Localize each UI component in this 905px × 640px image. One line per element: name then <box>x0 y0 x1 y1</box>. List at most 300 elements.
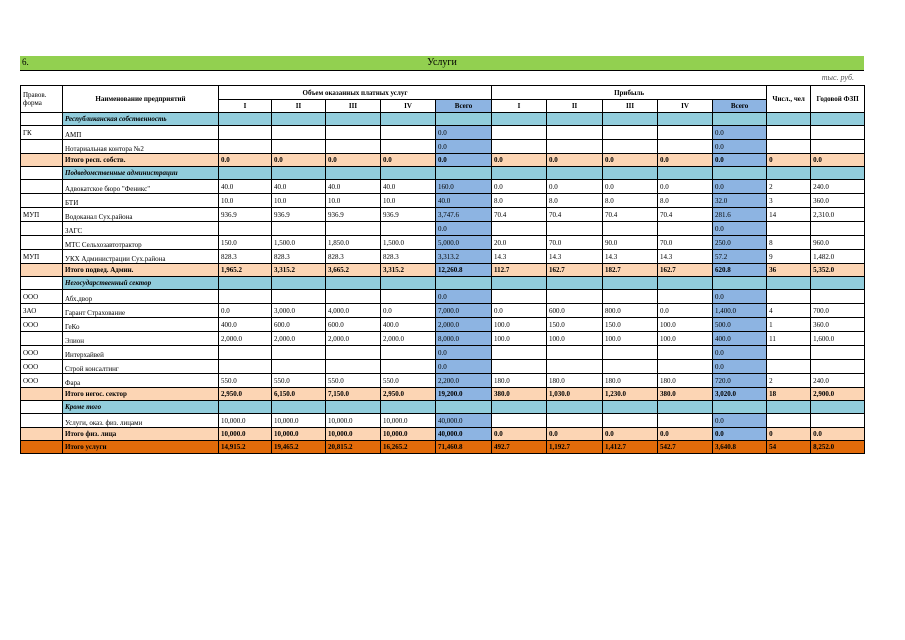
volume-q3-cell: 40.0 <box>326 180 381 194</box>
section-fill-cell <box>767 167 811 180</box>
profit-total-cell: 0.0 <box>713 346 767 360</box>
profit-total-cell: 0.0 <box>713 126 767 140</box>
profit-q3-cell <box>603 290 658 304</box>
profit-q2-cell: 100.0 <box>547 332 603 346</box>
form-cell <box>21 222 63 236</box>
payroll-cell <box>811 346 865 360</box>
volume-q4-cell: 2,000.0 <box>381 332 436 346</box>
profit-total-cell: 0.0 <box>713 428 767 441</box>
profit-q1-cell <box>492 126 547 140</box>
volume-q1-cell: 1,965.2 <box>219 264 272 277</box>
company-name-cell: Итого респ. собств. <box>63 154 219 167</box>
employees-cell: 14 <box>767 208 811 222</box>
header-profit-q3: III <box>603 100 658 113</box>
form-cell <box>21 428 63 441</box>
profit-q3-cell: 90.0 <box>603 236 658 250</box>
volume-total-cell: 0.0 <box>436 290 492 304</box>
employees-cell <box>767 360 811 374</box>
profit-q2-cell: 1,192.7 <box>547 441 603 454</box>
section-fill-cell <box>381 167 436 180</box>
company-name-cell: Нотариальная контора №2 <box>63 140 219 154</box>
employees-cell: 2 <box>767 180 811 194</box>
volume-q1-cell <box>219 140 272 154</box>
volume-q2-cell: 3,000.0 <box>272 304 326 318</box>
profit-q1-cell: 492.7 <box>492 441 547 454</box>
volume-q1-cell: 828.3 <box>219 250 272 264</box>
section-fill-cell <box>713 277 767 290</box>
payroll-cell <box>811 222 865 236</box>
volume-q1-cell: 10,000.0 <box>219 428 272 441</box>
table-row <box>21 332 865 346</box>
company-name-cell: Водоканал Сух.района <box>63 208 219 222</box>
company-name-cell: УКХ Администрации Сух.района <box>63 250 219 264</box>
profit-q3-cell <box>603 140 658 154</box>
volume-total-cell: 0.0 <box>436 346 492 360</box>
units-label: тыс. руб. <box>821 73 854 82</box>
section-row <box>21 113 865 126</box>
volume-total-cell: 40,000.0 <box>436 428 492 441</box>
volume-q3-cell: 2,000.0 <box>326 332 381 346</box>
payroll-cell <box>811 360 865 374</box>
profit-q3-cell: 1,230.0 <box>603 388 658 401</box>
section-fill-cell <box>767 401 811 414</box>
profit-total-cell: 3,020.0 <box>713 388 767 401</box>
volume-q2-cell: 40.0 <box>272 180 326 194</box>
profit-q1-cell <box>492 360 547 374</box>
profit-q2-cell <box>547 126 603 140</box>
form-cell <box>21 264 63 277</box>
profit-q4-cell: 0.0 <box>658 304 713 318</box>
table-row <box>21 374 865 388</box>
table-row <box>21 318 865 332</box>
volume-q3-cell: 828.3 <box>326 250 381 264</box>
section-fill-cell <box>381 401 436 414</box>
volume-q4-cell: 828.3 <box>381 250 436 264</box>
employees-cell: 0 <box>767 428 811 441</box>
section-fill-cell <box>219 113 272 126</box>
section-fill-cell <box>272 167 326 180</box>
header-employees: Числ., чел <box>767 86 811 113</box>
section-fill-cell <box>658 401 713 414</box>
profit-total-cell: 400.0 <box>713 332 767 346</box>
profit-total-cell: 57.2 <box>713 250 767 264</box>
company-name-cell: Фара <box>63 374 219 388</box>
section-title-bar <box>20 56 864 71</box>
section-fill-cell <box>547 277 603 290</box>
profit-total-cell: 1,400.0 <box>713 304 767 318</box>
volume-q2-cell: 936.9 <box>272 208 326 222</box>
profit-q2-cell: 14.3 <box>547 250 603 264</box>
profit-q1-cell: 0.0 <box>492 428 547 441</box>
profit-q1-cell: 380.0 <box>492 388 547 401</box>
volume-total-cell: 40.0 <box>436 194 492 208</box>
section-number: 6. <box>22 57 29 67</box>
volume-q3-cell: 550.0 <box>326 374 381 388</box>
section-fill-cell <box>219 167 272 180</box>
section-fill-cell <box>219 401 272 414</box>
volume-q4-cell: 936.9 <box>381 208 436 222</box>
volume-q4-cell: 3,315.2 <box>381 264 436 277</box>
profit-q4-cell <box>658 414 713 428</box>
profit-q3-cell <box>603 346 658 360</box>
form-cell <box>21 194 63 208</box>
employees-cell: 54 <box>767 441 811 454</box>
volume-q1-cell: 936.9 <box>219 208 272 222</box>
profit-total-cell: 500.0 <box>713 318 767 332</box>
section-fill-cell <box>272 113 326 126</box>
profit-total-cell: 3,640.8 <box>713 441 767 454</box>
section-fill-cell <box>658 113 713 126</box>
profit-q1-cell: 0.0 <box>492 180 547 194</box>
payroll-cell <box>811 140 865 154</box>
section-fill-cell <box>713 401 767 414</box>
section-fill-cell <box>713 113 767 126</box>
subtotal-row <box>21 154 865 167</box>
company-name-cell: ГеКо <box>63 318 219 332</box>
company-name-cell: Итого услуги <box>63 441 219 454</box>
section-label: Подведомственные администрации <box>63 167 219 180</box>
volume-q1-cell: 550.0 <box>219 374 272 388</box>
payroll-cell: 0.0 <box>811 428 865 441</box>
profit-q4-cell: 14.3 <box>658 250 713 264</box>
section-fill-cell <box>272 277 326 290</box>
table-row <box>21 304 865 318</box>
section-fill-cell <box>219 277 272 290</box>
section-fill-cell <box>603 113 658 126</box>
form-cell <box>21 236 63 250</box>
employees-cell <box>767 140 811 154</box>
spreadsheet <box>20 56 864 454</box>
company-name-cell: Итого негос. сектор <box>63 388 219 401</box>
grand-total-row <box>21 441 865 454</box>
volume-q4-cell: 400.0 <box>381 318 436 332</box>
company-name-cell: Строй консалтинг <box>63 360 219 374</box>
profit-total-cell: 0.0 <box>713 154 767 167</box>
volume-total-cell: 7,000.0 <box>436 304 492 318</box>
volume-q3-cell <box>326 140 381 154</box>
section-fill-cell <box>492 113 547 126</box>
section-fill-cell <box>547 167 603 180</box>
profit-q2-cell <box>547 290 603 304</box>
form-cell: МУП <box>21 250 63 264</box>
volume-q1-cell: 0.0 <box>219 304 272 318</box>
profit-q4-cell: 542.7 <box>658 441 713 454</box>
volume-q2-cell: 2,000.0 <box>272 332 326 346</box>
section-fill-cell <box>326 401 381 414</box>
profit-q4-cell: 100.0 <box>658 332 713 346</box>
volume-q1-cell: 2,950.0 <box>219 388 272 401</box>
section-fill-cell <box>326 167 381 180</box>
profit-q3-cell: 8.0 <box>603 194 658 208</box>
section-fill-cell <box>811 277 865 290</box>
volume-q1-cell <box>219 346 272 360</box>
form-cell: ООО <box>21 374 63 388</box>
services-table <box>20 85 865 454</box>
volume-q2-cell: 6,150.0 <box>272 388 326 401</box>
employees-cell: 8 <box>767 236 811 250</box>
header-profit-q1: I <box>492 100 547 113</box>
volume-total-cell: 8,000.0 <box>436 332 492 346</box>
profit-total-cell: 0.0 <box>713 360 767 374</box>
header-payroll: Годовой ФЗП <box>811 86 865 113</box>
profit-q1-cell <box>492 414 547 428</box>
profit-q3-cell: 800.0 <box>603 304 658 318</box>
section-row <box>21 167 865 180</box>
form-cell <box>21 140 63 154</box>
subtotal-row <box>21 388 865 401</box>
volume-q2-cell <box>272 360 326 374</box>
table-row <box>21 346 865 360</box>
volume-total-cell: 40,000.0 <box>436 414 492 428</box>
form-cell: ООО <box>21 360 63 374</box>
section-fill-cell <box>436 401 492 414</box>
payroll-cell: 960.0 <box>811 236 865 250</box>
section-row <box>21 277 865 290</box>
table-row <box>21 194 865 208</box>
employees-cell: 4 <box>767 304 811 318</box>
profit-q2-cell: 162.7 <box>547 264 603 277</box>
section-title: Услуги <box>427 57 457 68</box>
volume-q1-cell <box>219 126 272 140</box>
company-name-cell: Гарант Страхование <box>63 304 219 318</box>
volume-q2-cell <box>272 140 326 154</box>
table-row <box>21 360 865 374</box>
table-row <box>21 208 865 222</box>
profit-q1-cell <box>492 222 547 236</box>
section-label: Республиканская собственность <box>63 113 219 126</box>
volume-q4-cell: 2,950.0 <box>381 388 436 401</box>
header-profit-q4: IV <box>658 100 713 113</box>
volume-q4-cell: 10,000.0 <box>381 428 436 441</box>
profit-q3-cell <box>603 414 658 428</box>
table-row <box>21 222 865 236</box>
header-volume-q1: I <box>219 100 272 113</box>
section-fill-cell <box>603 167 658 180</box>
volume-q4-cell <box>381 126 436 140</box>
profit-q2-cell: 600.0 <box>547 304 603 318</box>
profit-q4-cell: 100.0 <box>658 318 713 332</box>
profit-q3-cell: 182.7 <box>603 264 658 277</box>
volume-q4-cell <box>381 222 436 236</box>
profit-q4-cell <box>658 126 713 140</box>
volume-q2-cell: 600.0 <box>272 318 326 332</box>
profit-q3-cell: 1,412.7 <box>603 441 658 454</box>
profit-q2-cell: 8.0 <box>547 194 603 208</box>
header-volume-total: Всего <box>436 100 492 113</box>
volume-total-cell: 2,200.0 <box>436 374 492 388</box>
table-row <box>21 140 865 154</box>
volume-q3-cell: 20,815.2 <box>326 441 381 454</box>
profit-q2-cell: 0.0 <box>547 428 603 441</box>
form-cell: ЗАО <box>21 304 63 318</box>
section-fill-cell <box>658 277 713 290</box>
volume-q4-cell: 10.0 <box>381 194 436 208</box>
volume-q3-cell: 1,850.0 <box>326 236 381 250</box>
form-cell <box>21 414 63 428</box>
profit-q4-cell: 8.0 <box>658 194 713 208</box>
volume-q2-cell: 3,315.2 <box>272 264 326 277</box>
volume-q1-cell: 0.0 <box>219 154 272 167</box>
profit-q4-cell: 180.0 <box>658 374 713 388</box>
volume-q1-cell: 10.0 <box>219 194 272 208</box>
employees-cell <box>767 346 811 360</box>
volume-q2-cell: 1,500.0 <box>272 236 326 250</box>
profit-q4-cell: 0.0 <box>658 154 713 167</box>
company-name-cell: Абх.двор <box>63 290 219 304</box>
company-name-cell: Адвокатское бюро "Феникс" <box>63 180 219 194</box>
volume-q1-cell: 150.0 <box>219 236 272 250</box>
header-volume-q2: II <box>272 100 326 113</box>
volume-q2-cell <box>272 222 326 236</box>
profit-q3-cell <box>603 222 658 236</box>
profit-q1-cell: 100.0 <box>492 332 547 346</box>
table-row <box>21 414 865 428</box>
header-name: Наименование предприятий <box>63 86 219 113</box>
volume-q2-cell <box>272 290 326 304</box>
volume-total-cell: 71,460.8 <box>436 441 492 454</box>
volume-q3-cell <box>326 290 381 304</box>
volume-q3-cell: 10,000.0 <box>326 428 381 441</box>
header-form: Правов. форма <box>21 86 63 113</box>
employees-cell <box>767 126 811 140</box>
company-name-cell: Элион <box>63 332 219 346</box>
section-form-cell <box>21 113 63 126</box>
volume-q4-cell <box>381 346 436 360</box>
profit-q2-cell: 70.4 <box>547 208 603 222</box>
section-form-cell <box>21 167 63 180</box>
profit-total-cell: 0.0 <box>713 222 767 236</box>
section-fill-cell <box>381 113 436 126</box>
profit-q4-cell <box>658 140 713 154</box>
form-cell: ООО <box>21 290 63 304</box>
profit-q4-cell: 0.0 <box>658 428 713 441</box>
volume-q1-cell: 14,915.2 <box>219 441 272 454</box>
volume-q4-cell: 0.0 <box>381 304 436 318</box>
profit-q4-cell: 380.0 <box>658 388 713 401</box>
section-fill-cell <box>767 277 811 290</box>
volume-q3-cell: 10.0 <box>326 194 381 208</box>
volume-q4-cell: 40.0 <box>381 180 436 194</box>
profit-q3-cell: 70.4 <box>603 208 658 222</box>
volume-q2-cell <box>272 126 326 140</box>
section-fill-cell <box>547 113 603 126</box>
volume-total-cell: 0.0 <box>436 360 492 374</box>
volume-q3-cell: 600.0 <box>326 318 381 332</box>
form-cell: ООО <box>21 346 63 360</box>
table-body <box>21 113 865 454</box>
profit-q4-cell <box>658 360 713 374</box>
units-row <box>20 71 864 85</box>
payroll-cell: 2,900.0 <box>811 388 865 401</box>
profit-q3-cell: 0.0 <box>603 180 658 194</box>
volume-q4-cell <box>381 290 436 304</box>
section-fill-cell <box>436 277 492 290</box>
volume-total-cell: 19,200.0 <box>436 388 492 401</box>
header-volume-q3: III <box>326 100 381 113</box>
volume-q1-cell <box>219 360 272 374</box>
volume-q4-cell: 0.0 <box>381 154 436 167</box>
payroll-cell: 1,482.0 <box>811 250 865 264</box>
form-cell <box>21 388 63 401</box>
company-name-cell: Итого физ. лица <box>63 428 219 441</box>
profit-q4-cell <box>658 222 713 236</box>
profit-q1-cell <box>492 346 547 360</box>
company-name-cell: Интерхайвей <box>63 346 219 360</box>
company-name-cell: МТС Сельхозавтотрактор <box>63 236 219 250</box>
header-profit-q2: II <box>547 100 603 113</box>
header-profit-group: Прибыль <box>492 86 767 100</box>
profit-total-cell: 0.0 <box>713 180 767 194</box>
section-form-cell <box>21 401 63 414</box>
payroll-cell: 8,252.0 <box>811 441 865 454</box>
volume-q2-cell: 19,465.2 <box>272 441 326 454</box>
volume-q4-cell: 1,500.0 <box>381 236 436 250</box>
profit-q3-cell: 0.0 <box>603 154 658 167</box>
header-volume-group: Объем оказанных платных услуг <box>219 86 492 100</box>
volume-q3-cell: 4,000.0 <box>326 304 381 318</box>
volume-total-cell: 0.0 <box>436 126 492 140</box>
employees-cell: 0 <box>767 154 811 167</box>
header-profit-total: Всего <box>713 100 767 113</box>
section-fill-cell <box>767 113 811 126</box>
profit-q3-cell <box>603 360 658 374</box>
subtotal-row <box>21 428 865 441</box>
form-cell <box>21 332 63 346</box>
volume-q3-cell: 0.0 <box>326 154 381 167</box>
volume-total-cell: 0.0 <box>436 222 492 236</box>
volume-q2-cell: 550.0 <box>272 374 326 388</box>
section-fill-cell <box>603 401 658 414</box>
profit-q4-cell <box>658 290 713 304</box>
profit-total-cell: 620.8 <box>713 264 767 277</box>
profit-q2-cell <box>547 360 603 374</box>
profit-total-cell: 0.0 <box>713 414 767 428</box>
employees-cell: 36 <box>767 264 811 277</box>
volume-q4-cell <box>381 360 436 374</box>
employees-cell: 3 <box>767 194 811 208</box>
profit-q4-cell <box>658 346 713 360</box>
volume-total-cell: 160.0 <box>436 180 492 194</box>
section-fill-cell <box>811 167 865 180</box>
profit-q2-cell: 180.0 <box>547 374 603 388</box>
volume-q2-cell: 10.0 <box>272 194 326 208</box>
section-form-cell <box>21 277 63 290</box>
profit-q2-cell <box>547 222 603 236</box>
profit-q2-cell: 150.0 <box>547 318 603 332</box>
section-fill-cell <box>492 401 547 414</box>
volume-q3-cell: 936.9 <box>326 208 381 222</box>
profit-q2-cell <box>547 346 603 360</box>
payroll-cell: 360.0 <box>811 194 865 208</box>
profit-total-cell: 0.0 <box>713 140 767 154</box>
payroll-cell <box>811 126 865 140</box>
section-fill-cell <box>326 277 381 290</box>
profit-q1-cell: 0.0 <box>492 154 547 167</box>
section-label: Негосударственный сектор <box>63 277 219 290</box>
payroll-cell: 1,600.0 <box>811 332 865 346</box>
section-fill-cell <box>326 113 381 126</box>
volume-total-cell: 12,260.8 <box>436 264 492 277</box>
volume-total-cell: 3,747.6 <box>436 208 492 222</box>
volume-q3-cell <box>326 360 381 374</box>
profit-q2-cell: 1,030.0 <box>547 388 603 401</box>
volume-q2-cell: 0.0 <box>272 154 326 167</box>
employees-cell: 1 <box>767 318 811 332</box>
section-fill-cell <box>658 167 713 180</box>
profit-q1-cell <box>492 290 547 304</box>
profit-total-cell: 0.0 <box>713 290 767 304</box>
section-fill-cell <box>547 401 603 414</box>
